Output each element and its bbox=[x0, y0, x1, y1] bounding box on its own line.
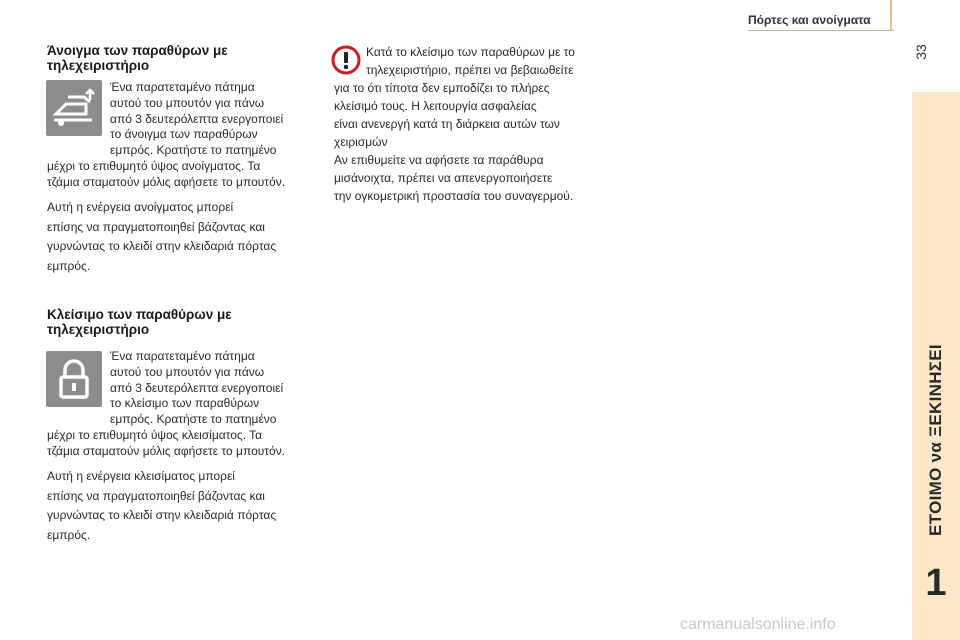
page-number: 33 bbox=[913, 44, 929, 60]
text-line: το άνοιγμα των παραθύρων bbox=[110, 127, 258, 142]
close-windows-heading bbox=[47, 307, 232, 337]
text-line: Αυτή η ενέργεια κλεισίματος μπορεί bbox=[47, 469, 235, 483]
text-line: αυτού του μπουτόν για πάνω bbox=[110, 364, 265, 379]
text-line: Ένα παρατεταμένο πάτημα bbox=[110, 80, 255, 94]
text-line: γυρνώντας το κλειδί στην κλειδαριά πόρτας bbox=[47, 239, 277, 253]
text-line: μέχρι το επιθυμητό ύψος ανοίγματος. Τα bbox=[47, 159, 261, 173]
header-rule bbox=[748, 30, 894, 31]
text-line: επίσης να πραγματοποιηθεί βάζοντας και bbox=[47, 488, 265, 503]
text-line: κλείσιμό τους. Η λειτουργία ασφαλείας bbox=[334, 99, 537, 113]
close-instructions-full bbox=[47, 428, 285, 460]
heading-line: Κλείσιμο των παραθύρων με bbox=[47, 307, 232, 322]
text-line: τηλεχειριστήριο, πρέπει να βεβαιωθείτε bbox=[366, 63, 574, 77]
open-instructions-indented bbox=[110, 80, 283, 159]
close-instructions-indented bbox=[110, 349, 283, 428]
text-line: το κλείσιμο των παραθύρων bbox=[110, 396, 260, 411]
close-key-paragraph bbox=[47, 467, 276, 545]
text-line: γυρνώντας το κλειδί στην κλειδαριά πόρτας bbox=[47, 508, 277, 522]
text-line: Αν επιθυμείτε να αφήσετε τα παράθυρα bbox=[334, 153, 544, 167]
warning-first-lines bbox=[366, 43, 575, 79]
header-accent-bar bbox=[890, 0, 892, 30]
heading-line: τηλεχειριστήριο bbox=[47, 58, 150, 73]
window-open-remote-icon bbox=[46, 80, 102, 136]
text-line: εμπρός. Κρατήστε το πατημένο bbox=[110, 143, 277, 158]
text-line: είναι ανενεργή κατά τη διάρκεια αυτών των bbox=[334, 117, 560, 131]
section-title: Πόρτες και ανοίγματα bbox=[748, 13, 871, 27]
text-line: εμπρός. bbox=[47, 527, 91, 542]
text-line: τζάμια σταματούν μόλις αφήσετε το μπουτόν. bbox=[47, 443, 286, 458]
text-line: τζάμια σταματούν μόλις αφήσετε το μπουτόν. bbox=[47, 174, 286, 189]
warning-text bbox=[334, 79, 573, 205]
open-key-paragraph bbox=[47, 198, 276, 276]
watermark: carmanualsonline.info bbox=[680, 616, 836, 633]
chapter-number: 1 bbox=[925, 562, 947, 604]
text-line: μισάνοιχτα, πρέπει να απενεργοποιήσετε bbox=[334, 171, 553, 185]
text-line: την ογκομετρική προστασία του συναγερμού. bbox=[334, 189, 574, 203]
heading-line: Άνοιγμα των παραθύρων με bbox=[47, 43, 228, 58]
text-line: για το ότι τίποτα δεν εμποδίζει το πλήρες bbox=[334, 81, 550, 95]
text-line: εμπρός. Κρατήστε το πατημένο bbox=[110, 412, 277, 427]
text-line: μέχρι το επιθυμητό ύψος κλεισίματος. Τα bbox=[47, 428, 263, 442]
open-instructions-full bbox=[47, 159, 285, 191]
text-line: εμπρός. bbox=[47, 258, 91, 273]
text-line: Ένα παρατεταμένο πάτημα bbox=[110, 349, 255, 363]
chapter-label: ΕΤΟΙΜΟ να ΞΕΚΙΝΗΣΕΙ bbox=[926, 344, 945, 536]
text-line: Κατά το κλείσιμο των παραθύρων με το bbox=[366, 45, 575, 59]
open-windows-heading bbox=[47, 43, 228, 73]
text-line: Αυτή η ενέργεια ανοίγματος μπορεί bbox=[47, 200, 234, 214]
text-line: από 3 δευτερόλεπτα ενεργοποιεί bbox=[110, 380, 284, 395]
text-line: χειρισμών bbox=[334, 135, 388, 149]
warning-exclamation-icon bbox=[331, 45, 361, 75]
padlock-icon bbox=[46, 351, 102, 407]
heading-line: τηλεχειριστήριο bbox=[47, 322, 150, 337]
text-line: από 3 δευτερόλεπτα ενεργοποιεί bbox=[110, 111, 284, 126]
text-line: αυτού του μπουτόν για πάνω bbox=[110, 95, 265, 110]
text-line: επίσης να πραγματοποιηθεί βάζοντας και bbox=[47, 219, 265, 234]
